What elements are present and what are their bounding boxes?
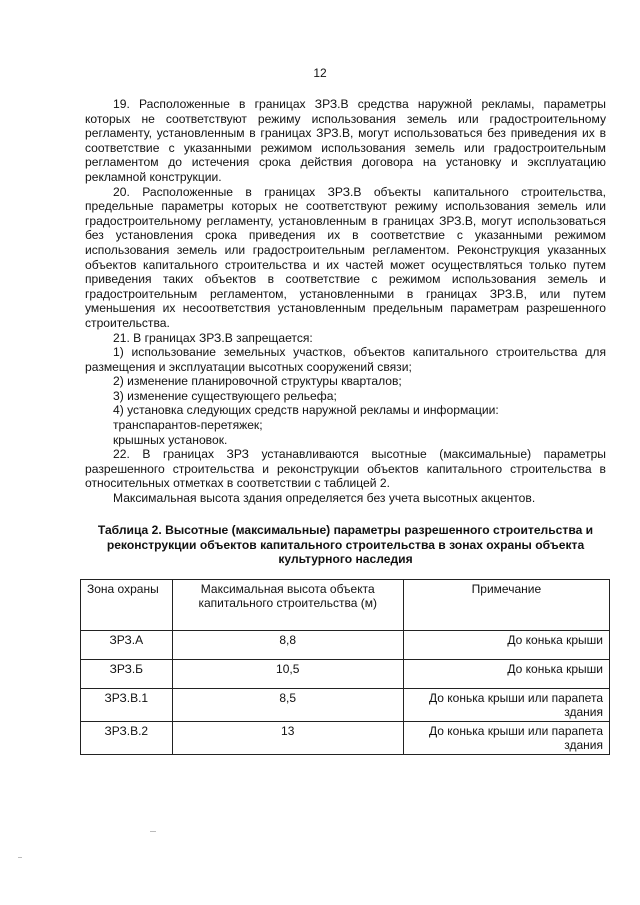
list-item-3: 3) изменение существующего рельефа; — [113, 388, 337, 403]
table-row — [81, 631, 610, 660]
table-row — [81, 660, 610, 689]
header-note: Примечание — [403, 580, 609, 631]
page-number: 12 — [313, 66, 327, 80]
cell-zone: ЗРЗ.В.1 — [81, 689, 173, 722]
table-row — [81, 722, 610, 755]
cell-zone: ЗРЗ.А — [81, 631, 173, 660]
cell-note: До конька крыши — [403, 660, 609, 689]
cell-note: До конька крыши или парапета здания — [403, 722, 609, 755]
cell-height: 8,8 — [172, 631, 403, 660]
sub-item-roof-installations: крышных установок. — [113, 432, 228, 447]
document-body — [85, 97, 606, 506]
paragraph-22: 22. В границах ЗРЗ устанавливаются высотные (максимальные) параметры разрешенного строительства и реконструкции объектов капитального строительства в относительных отметках в соответствии с таблицей 2. — [85, 447, 606, 491]
table-row — [81, 689, 610, 722]
paragraph-19: 19. Расположенные в границах ЗРЗ.В средства наружной рекламы, параметры которых не соответствуют режиму использования земель или градостроительному регламенту, установленным в границах ЗРЗ.В, могут использоваться без приведения их в соответствие с указанными режимом использования земель или градостроительным регламентом до истечения срока действия договора на установку и эксплуатацию рекламной конструкции. — [85, 97, 606, 184]
cell-height: 13 — [172, 722, 403, 755]
table-header-row — [81, 580, 610, 631]
cell-zone: ЗРЗ.Б — [81, 660, 173, 689]
scan-artifact — [18, 857, 22, 858]
header-max-height: Максимальная высота объекта капитального строительства (м) — [172, 580, 403, 631]
list-item-4: 4) установка следующих средств наружной рекламы и информации: — [113, 403, 499, 418]
sub-item-banners: транспарантов-перетяжек; — [113, 418, 263, 433]
list-item-2: 2) изменение планировочной структуры кварталов; — [113, 374, 402, 389]
cell-note: До конька крыши — [403, 631, 609, 660]
list-item-1: 1) использование земельных участков, объектов капитального строительства для размещения и эксплуатации высотных сооружений связи; — [85, 345, 606, 374]
header-zone: Зона охраны — [81, 580, 173, 631]
height-note: Максимальная высота здания определяется без учета высотных акцентов. — [113, 491, 536, 506]
cell-height: 10,5 — [172, 660, 403, 689]
paragraph-20: 20. Расположенные в границах ЗРЗ.В объекты капитального строительства, предельные параметры которых не соответствуют режиму использования земель или градостроительному регламенту, установленным в границах ЗРЗ.В, могут использоваться без установления срока приведения их в соответствие с указанными режимом использования земель или градостроительным регламентом. Реконструкция указанных объектов капитального строительства и их частей может осуществляться только путем приведения таких объектов в соответствие с режимом использования земель и градостроительным регламентом, установленными в границах ЗРЗ.В, или путем уменьшения их несоответствия установленным предельным параметрам разрешенного строительства. — [85, 184, 606, 330]
height-parameters-table — [80, 579, 610, 755]
cell-zone: ЗРЗ.В.2 — [81, 722, 173, 755]
cell-height: 8,5 — [172, 689, 403, 722]
table-caption: Таблица 2. Высотные (максимальные) параметры разрешенного строительства и реконструкции объектов капитального строительства в зонах охраны объекта культурного наследия — [97, 523, 594, 567]
cell-note: До конька крыши или парапета здания — [403, 689, 609, 722]
scan-artifact — [150, 831, 156, 832]
paragraph-21: 21. В границах ЗРЗ.В запрещается: — [113, 330, 313, 345]
